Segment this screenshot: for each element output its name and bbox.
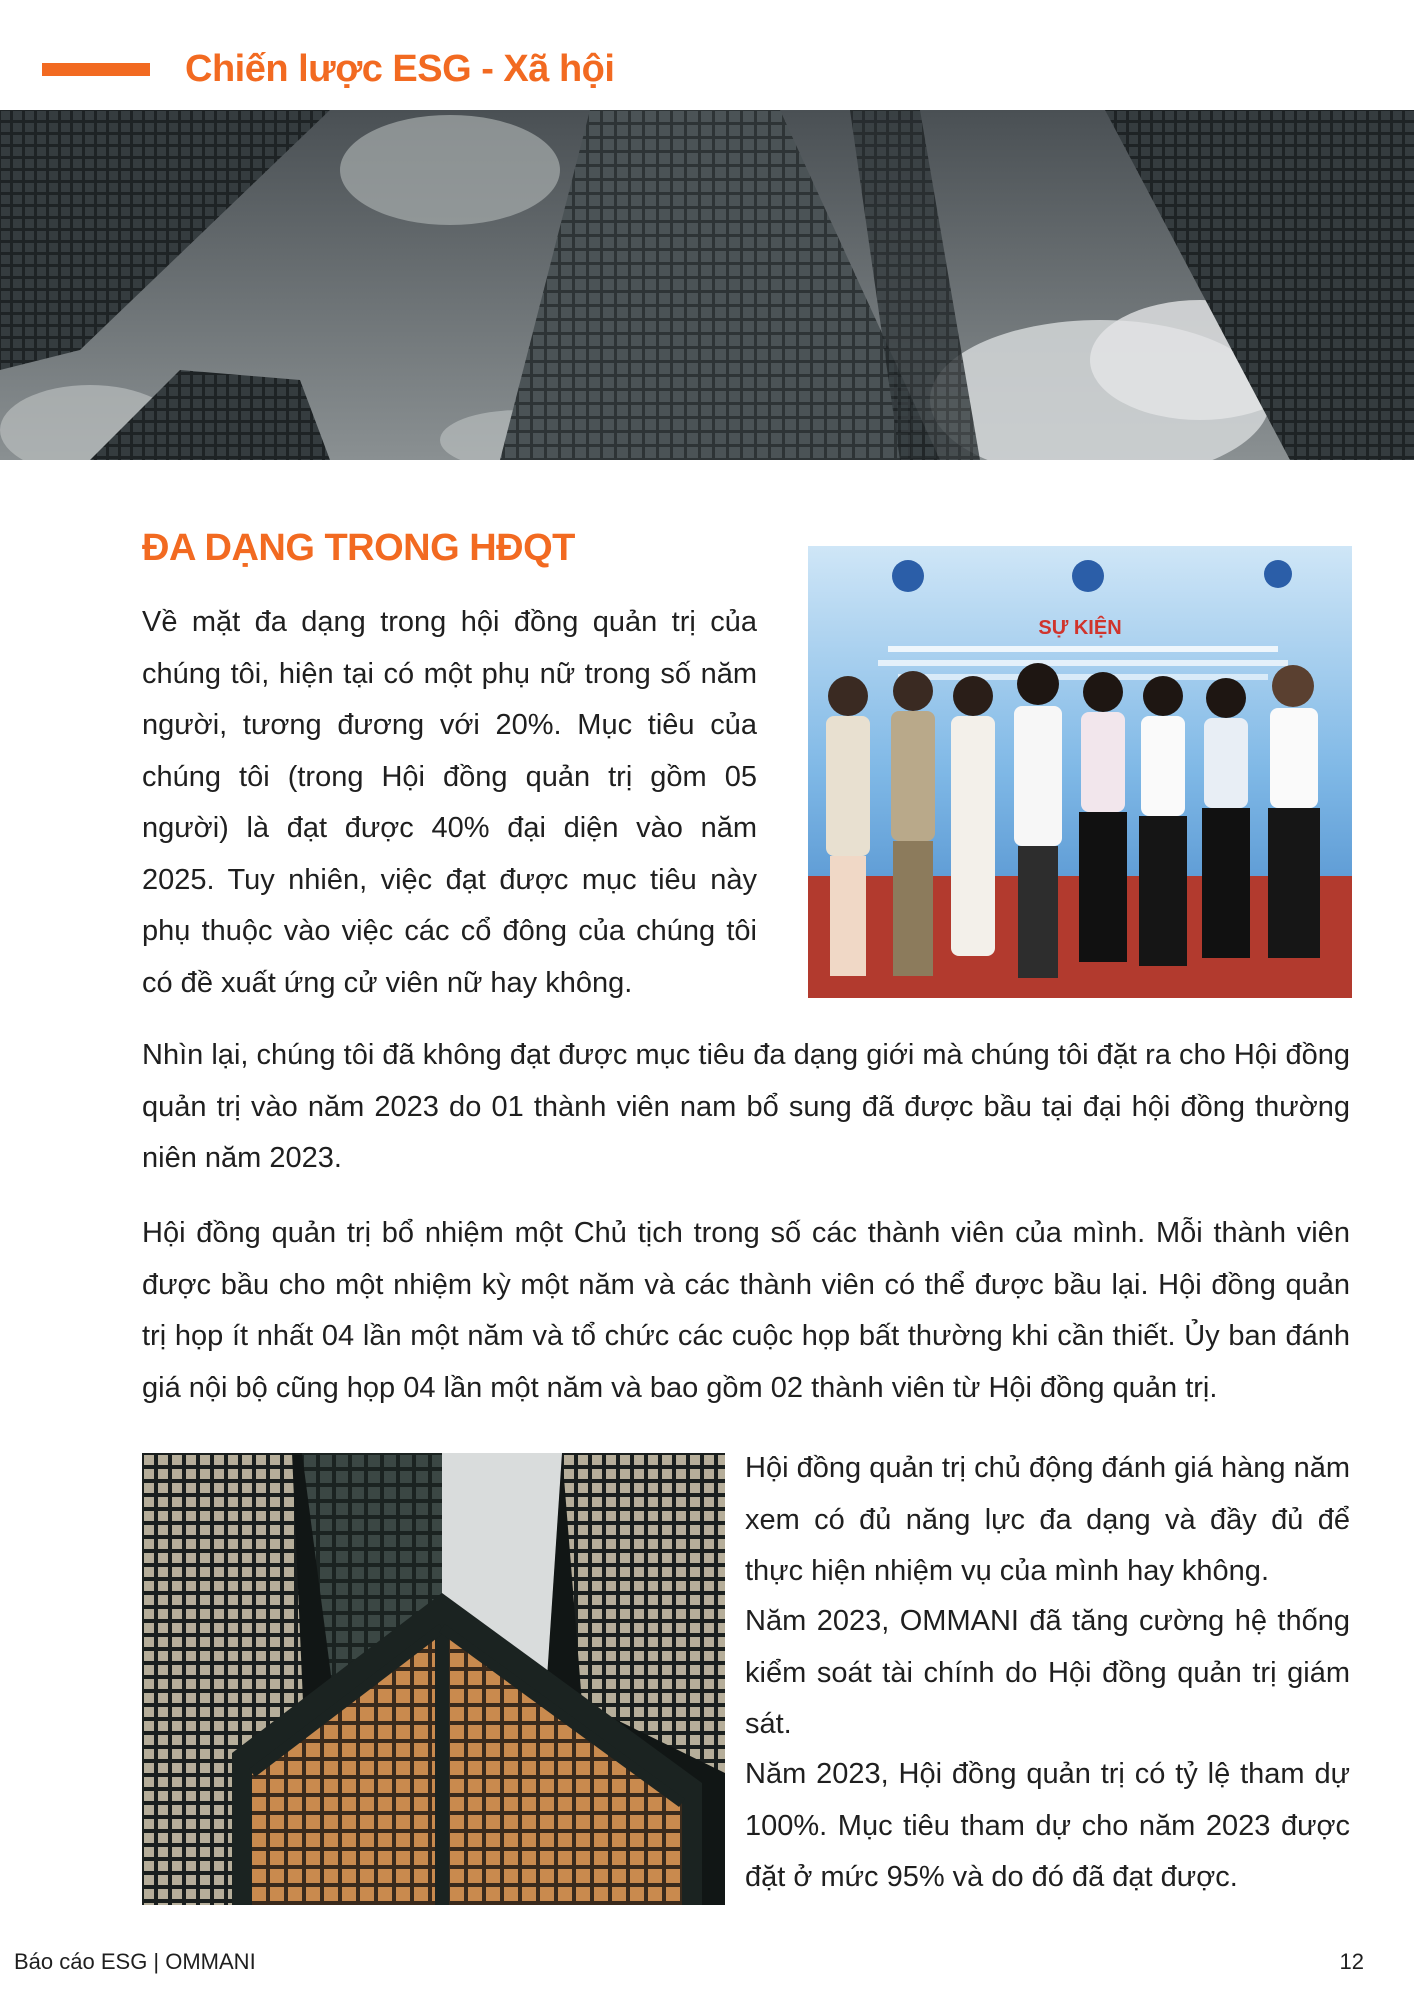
- event-group-photo: [808, 546, 1352, 998]
- footer-report-name: Báo cáo ESG | OMMANI: [14, 1949, 256, 1974]
- paragraph-board-meetings: Hội đồng quản trị bổ nhiệm một Chủ tịch trong số các thành viên của mình. Mỗi thành viên được bầu cho một nhiệm kỳ một năm và các thành viên có thể được bầu lại. Hội đồng quản trị họp ít nhất 04 lần một năm và tổ chức các cuộc họp bất thường khi cần thiết. Ủy ban đánh giá nội bộ cũng họp 04 lần một năm và bao gồm 02 thành viên từ Hội đồng quản trị.: [142, 1217, 1350, 1404]
- event-banner-text: SỰ KIỆN: [1038, 617, 1122, 639]
- hero-skyscraper-image: [0, 110, 1414, 460]
- paragraph-attendance: Năm 2023, Hội đồng quản trị có tỷ lệ tham dự 100%. Mục tiêu tham dự cho năm 2023 được đặt ở mức 95% và do đó đã đạt được.: [745, 1758, 1350, 1893]
- header-title: Chiến lược ESG - Xã hội: [185, 48, 615, 90]
- building-lookup-image: [142, 1453, 725, 1905]
- header-accent-bar: [42, 63, 150, 76]
- paragraph-annual-review: Hội đồng quản trị chủ động đánh giá hàng năm xem có đủ năng lực đa dạng và đầy đủ để thực hiện nhiệm vụ của mình hay không.: [745, 1452, 1350, 1587]
- paragraph-board-diversity: Về mặt đa dạng trong hội đồng quản trị của chúng tôi, hiện tại có một phụ nữ trong số năm người, tương đương với 20%. Mục tiêu của chúng tôi (trong Hội đồng quản trị gồm 05 người) là đạt được 40% đại diện vào năm 2025. Tuy nhiên, việc đạt được mục tiêu này phụ thuộc vào việc các cổ đông của chúng tôi có đề xuất ứng cử viên nữ hay không.: [142, 606, 757, 999]
- paragraph-gender-target: Nhìn lại, chúng tôi đã không đạt được mục tiêu đa dạng giới mà chúng tôi đặt ra cho Hội đồng quản trị vào năm 2023 do 01 thành viên nam bổ sung đã được bầu tại đại hội đồng thường niên năm 2023.: [142, 1039, 1350, 1174]
- paragraph-financial-control: Năm 2023, OMMANI đã tăng cường hệ thống kiểm soát tài chính do Hội đồng quản trị giám sát.: [745, 1605, 1350, 1740]
- section-heading: ĐA DẠNG TRONG HĐQT: [142, 527, 575, 569]
- footer-page-number: 12: [1339, 1949, 1364, 1974]
